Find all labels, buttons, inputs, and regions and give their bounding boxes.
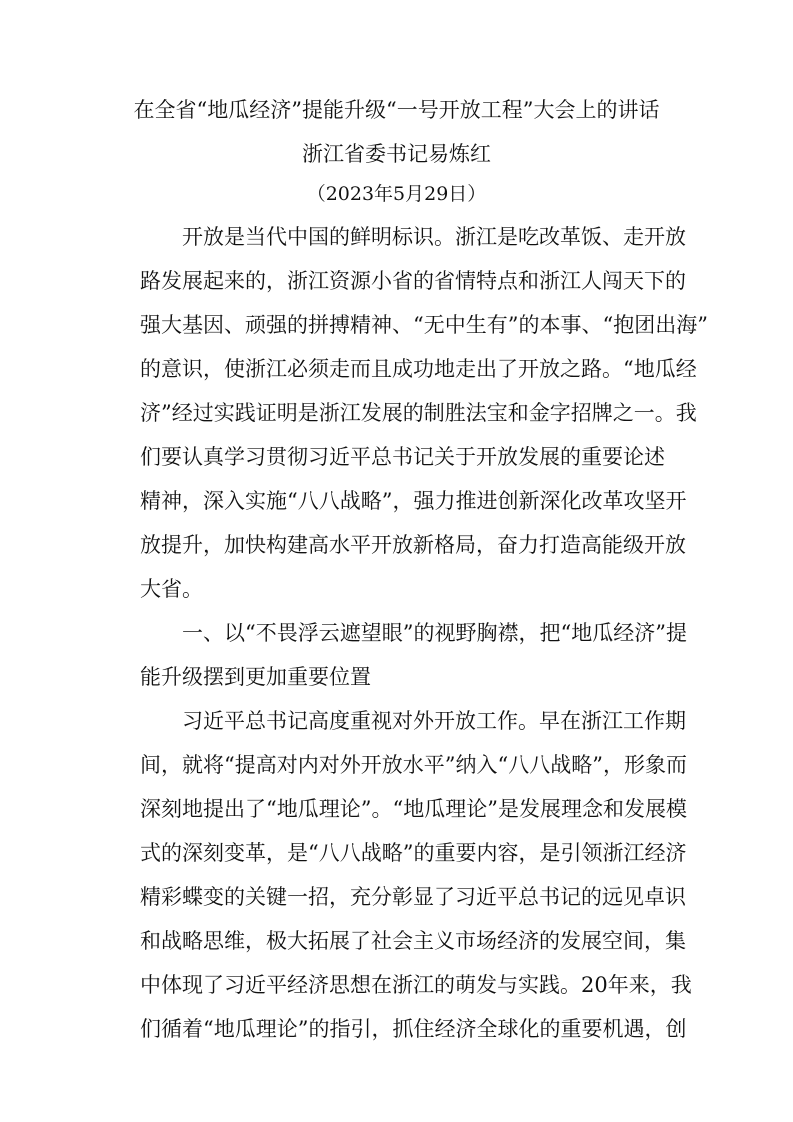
paragraph-line: 中体现了习近平经济思想在浙江的萌发与实践。20年来，我 <box>140 973 692 997</box>
paragraph-line: 习近平总书记高度重视对外开放工作。早在浙江工作期 <box>182 709 686 733</box>
section-heading-line: 一、以“不畏浮云遮望眼”的视野胸襟，把“地瓜经济”提 <box>182 621 687 645</box>
paragraph-line: 们要认真学习贯彻习近平总书记关于开放发展的重要论述 <box>140 445 665 469</box>
section-heading-line: 能升级摆到更加重要位置 <box>140 665 371 689</box>
paragraph-line: 放提升，加快构建高水平开放新格局，奋力打造高能级开放 <box>140 533 686 557</box>
paragraph-line: 深刻地提出了“地瓜理论”。“地瓜理论”是发展理念和发展模 <box>140 797 687 821</box>
paragraph-line: 强大基因、顽强的拼搏精神、“无中生有”的本事、“抱团出海” <box>140 313 708 337</box>
document-title: 在全省“地瓜经济”提能升级“一号开放工程”大会上的讲话 <box>133 98 660 122</box>
paragraph-line: 济”经过实践证明是浙江发展的制胜法宝和金字招牌之一。我 <box>140 401 697 425</box>
paragraph-line: 精神，深入实施“八八战略”，强力推进创新深化改革攻坚开 <box>140 489 687 513</box>
paragraph-line: 们循着“地瓜理论”的指引，抓住经济全球化的重要机遇，创 <box>140 1017 687 1041</box>
paragraph-line: 开放是当代中国的鲜明标识。浙江是吃改革饭、走开放 <box>182 225 686 249</box>
paragraph-line: 和战略思维，极大拓展了社会主义市场经济的发展空间，集 <box>140 929 686 953</box>
paragraph-line: 大省。 <box>140 577 203 601</box>
paragraph-line: 间，就将“提高对内对外开放水平”纳入“八八战略”，形象而 <box>140 753 687 777</box>
speaker-line: 浙江省委书记易炼红 <box>302 142 491 166</box>
paragraph-line: 式的深刻变革，是“八八战略”的重要内容，是引领浙江经济 <box>140 841 687 865</box>
paragraph-line: 的意识，使浙江必须走而且成功地走出了开放之路。“地瓜经 <box>140 357 697 381</box>
paragraph-line: 精彩蝶变的关键一招，充分彰显了习近平总书记的远见卓识 <box>140 885 686 909</box>
speech-date: （2023年5月29日） <box>306 183 487 205</box>
paragraph-line: 路发展起来的，浙江资源小省的省情特点和浙江人闯天下的 <box>140 269 686 293</box>
